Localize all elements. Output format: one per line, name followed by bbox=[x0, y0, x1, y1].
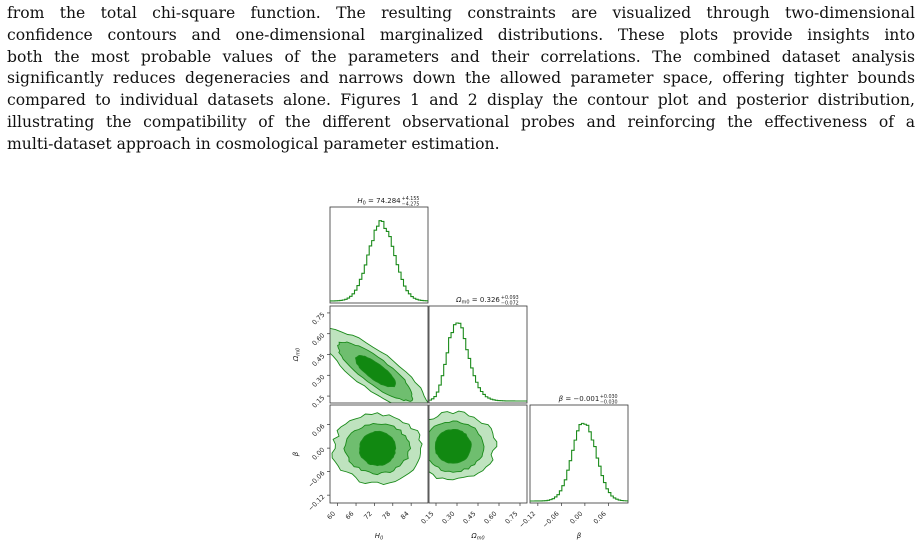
x-label-h0: $H_0$ bbox=[374, 532, 384, 542]
x-axis-h0-tick-label: 60 bbox=[325, 509, 338, 522]
paragraph-line: from the total chi-square function. The resulting constraints are visualized through two-dimensional bbox=[7, 4, 915, 22]
paragraph-line: both the most probable values of the parameters and their correlations. The combined dataset analysis bbox=[7, 47, 915, 66]
contour-om-h0 bbox=[321, 306, 431, 414]
paragraph-line: confidence contours and one-dimensional marginalized distributions. These plots provide insights into bbox=[7, 25, 915, 44]
y-axis-om-tick-label: 0.45 bbox=[310, 352, 327, 369]
paragraph-line: significantly reduces degeneracies and narrows down the allowed parameter space, offering tighter bounds bbox=[7, 69, 915, 88]
y-label-om: $\Omega_{m0}$ bbox=[292, 347, 302, 362]
x-axis-h0-tick-label: 66 bbox=[343, 509, 356, 522]
paragraph-line: compared to individual datasets alone. Figures 1 and 2 display the contour plot and posterior distribution, bbox=[7, 91, 915, 110]
posterior-om-curve bbox=[429, 323, 527, 401]
posterior-h0 bbox=[330, 207, 428, 303]
posterior-h0-curve bbox=[330, 221, 428, 301]
x-axis-h0-tick-label: 72 bbox=[362, 509, 374, 522]
x-axis-om-tick-label: 0.75 bbox=[503, 509, 520, 526]
x-label-om: $\Omega_{m0}$ bbox=[471, 532, 485, 542]
y-axis-om-tick-label: 0.15 bbox=[310, 393, 327, 410]
contour-beta-h0 bbox=[330, 405, 428, 503]
paragraph-line: illustrating the compatibility of the different observational probes and reinforcing the effectiveness of a bbox=[7, 112, 915, 131]
posterior-om bbox=[429, 306, 527, 403]
y-label-beta: β bbox=[292, 451, 300, 457]
x-axis-h0-tick-label: 78 bbox=[380, 509, 393, 522]
posterior-om-frame bbox=[429, 306, 527, 403]
y-axis-beta-tick-label: 0.06 bbox=[310, 422, 327, 439]
title-om-plus: +0.093 bbox=[500, 296, 519, 301]
title-h0-minus: −4.275 bbox=[401, 202, 420, 208]
x-axis-om-tick-label: 0.30 bbox=[440, 509, 457, 526]
title-h0-plus: +4.155 bbox=[401, 197, 420, 202]
y-axis-om-tick-label: 0.60 bbox=[310, 331, 327, 348]
x-axis-beta-tick-label: 0.00 bbox=[568, 509, 585, 526]
x-axis-h0-tick-label: 84 bbox=[399, 509, 411, 522]
x-axis-om-tick-label: 0.15 bbox=[419, 509, 436, 526]
posterior-beta bbox=[530, 405, 628, 503]
x-axis-beta-tick-label: −0.12 bbox=[517, 509, 538, 530]
title-h0: $H_0 = 74.284$ bbox=[357, 197, 401, 207]
posterior-beta-curve bbox=[530, 423, 628, 501]
y-axis-beta-tick-label: 0.00 bbox=[310, 445, 327, 462]
x-axis-beta-tick-label: 0.06 bbox=[591, 509, 608, 526]
posterior-beta-frame bbox=[530, 405, 628, 503]
paragraph-line: multi-dataset approach in cosmological parameter estimation. bbox=[7, 134, 500, 153]
x-label-beta: β bbox=[576, 532, 582, 540]
x-axis-beta-tick-label: −0.06 bbox=[541, 509, 561, 530]
y-axis-om-tick-label: 0.30 bbox=[310, 373, 327, 389]
y-axis-beta-tick-label: −0.12 bbox=[306, 492, 327, 513]
title-om: $\Omega_{m0} = 0.326$ bbox=[456, 296, 500, 306]
title-beta-plus: +0.030 bbox=[599, 395, 618, 400]
y-axis-om-tick-label: 0.75 bbox=[310, 310, 327, 327]
title-om-minus: −0.072 bbox=[500, 301, 519, 307]
contour-beta-h0-level-3 bbox=[360, 431, 396, 465]
y-axis-beta-tick-label: −0.06 bbox=[306, 469, 327, 490]
contour-beta-om bbox=[409, 405, 527, 503]
x-axis-om-tick-label: 0.45 bbox=[461, 509, 478, 526]
title-beta-minus: −0.030 bbox=[599, 400, 618, 406]
x-axis-om-tick-label: 0.60 bbox=[482, 509, 499, 526]
title-beta: β = −0.001 bbox=[558, 395, 600, 403]
contour-beta-om-level-3 bbox=[435, 429, 471, 463]
